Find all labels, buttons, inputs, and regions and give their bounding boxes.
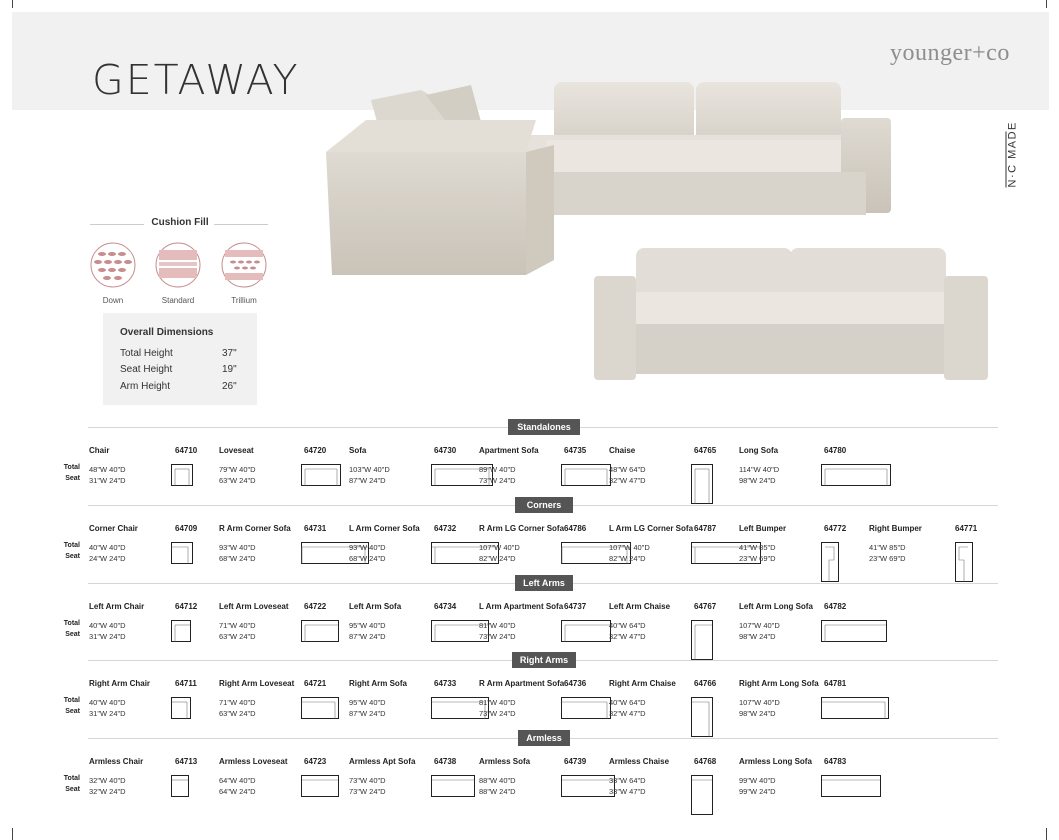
config-seat-dims: 68"W 24"D — [219, 554, 256, 563]
config-seat-dims: 32"W 47"D — [609, 709, 646, 718]
config-name-armless-sofa: Armless Sofa — [479, 757, 531, 766]
brand-logo: younger+co — [890, 40, 1010, 66]
config-name-left-arm-chaise: Left Arm Chaise — [609, 602, 671, 611]
config-total-dims: 71"W 40"D — [219, 621, 256, 630]
config-name-chaise: Chaise — [609, 446, 636, 455]
config-seat-dims: 87"W 24"D — [349, 632, 386, 641]
config-seat-dims: 87"W 24"D — [349, 476, 386, 485]
config-total-dims: 48"W 40"D — [89, 465, 126, 474]
config-code: 64731 — [304, 524, 327, 533]
config-seat-dims: 24"W 24"D — [89, 554, 126, 563]
config-diagram-left-arm-long-sofa — [821, 620, 887, 642]
nc-made-badge — [1004, 121, 1020, 188]
config-seat-dims: 64"W 24"D — [219, 787, 256, 796]
config-total-dims: 33"W 64"D — [609, 776, 646, 785]
overall-dimensions-title: Overall Dimensions — [120, 327, 214, 338]
config-seat-dims: 98"W 24"D — [739, 476, 776, 485]
config-name-armless-apt-sofa: Armless Apt Sofa — [349, 757, 416, 766]
config-total-dims: 41"W 85"D — [739, 543, 776, 552]
config-name-armless-loveseat: Armless Loveseat — [219, 757, 288, 766]
total-row-label: Total — [63, 697, 80, 704]
fill-label-trillium: Trillium — [231, 296, 257, 305]
config-seat-dims: 31"W 24"D — [89, 632, 126, 641]
config-name-long-sofa: Long Sofa — [739, 446, 779, 455]
config-total-dims: 88"W 40"D — [479, 776, 516, 785]
seat-row-label: Seat — [65, 786, 80, 793]
config-name-r-arm-lg-corner-sofa: R Arm LG Corner Sofa — [479, 524, 565, 533]
config-code: 64772 — [824, 524, 847, 533]
config-name-right-bumper: Right Bumper — [869, 524, 922, 533]
config-code: 64766 — [694, 679, 717, 688]
config-code: 64730 — [434, 446, 457, 455]
config-total-dims: 93"W 40"D — [219, 543, 256, 552]
config-diagram-left-arm-loveseat — [301, 620, 339, 642]
dim-value: 37" — [222, 348, 237, 359]
config-seat-dims: 73"W 24"D — [479, 632, 516, 641]
config-code: 64737 — [564, 602, 587, 611]
crop-mark — [1046, 0, 1047, 8]
config-name-r-arm-apartment-sofa: R Arm Apartment Sofa — [479, 679, 565, 688]
config-seat-dims: 82"W 24"D — [609, 554, 646, 563]
config-code: 64720 — [304, 446, 327, 455]
config-seat-dims: 73"W 24"D — [479, 476, 516, 485]
config-code: 64765 — [694, 446, 717, 455]
config-name-corner-chair: Corner Chair — [89, 524, 138, 533]
config-name-armless-long-sofa: Armless Long Sofa — [739, 757, 812, 766]
config-total-dims: 89"W 40"D — [479, 465, 516, 474]
config-name-left-arm-loveseat: Left Arm Loveseat — [219, 602, 289, 611]
seat-row-label: Seat — [65, 631, 80, 638]
config-code: 64771 — [955, 524, 978, 533]
crop-mark — [12, 0, 13, 8]
config-seat-dims: 82"W 24"D — [479, 554, 516, 563]
section-header-corners: Corners — [515, 497, 573, 513]
config-total-dims: 107"W 40"D — [479, 543, 520, 552]
config-seat-dims: 32"W 24"D — [89, 787, 126, 796]
total-row-label: Total — [63, 775, 80, 782]
config-seat-dims: 68"W 24"D — [349, 554, 386, 563]
config-code: 64732 — [434, 524, 457, 533]
config-total-dims: 103"W 40"D — [349, 465, 390, 474]
dim-value: 19" — [222, 364, 237, 375]
section-header-standalones: Standalones — [508, 419, 580, 435]
config-name-l-arm-apartment-sofa: L Arm Apartment Sofa — [479, 602, 564, 611]
total-row-label: Total — [63, 464, 80, 471]
dim-label: Arm Height — [120, 381, 171, 392]
config-total-dims: 114"W 40"D — [739, 465, 780, 474]
config-name-left-arm-long-sofa: Left Arm Long Sofa — [739, 602, 813, 611]
section-header-right-arms: Right Arms — [512, 652, 576, 668]
config-code: 64712 — [175, 602, 198, 611]
config-seat-dims: 63"W 24"D — [219, 709, 256, 718]
config-seat-dims: 63"W 24"D — [219, 476, 256, 485]
section-header-armless: Armless — [518, 730, 570, 746]
config-diagram-loveseat — [301, 464, 341, 486]
config-name-armless-chair: Armless Chair — [89, 757, 144, 766]
config-total-dims: 95"W 40"D — [349, 621, 386, 630]
cushion-fill-title: Cushion Fill — [151, 217, 209, 228]
config-name-right-arm-sofa: Right Arm Sofa — [349, 679, 407, 688]
config-name-loveseat: Loveseat — [219, 446, 254, 455]
config-code: 64722 — [304, 602, 327, 611]
config-code: 64739 — [564, 757, 587, 766]
crop-mark — [12, 828, 13, 840]
config-diagram-right-arm-loveseat — [301, 697, 339, 719]
config-name-right-arm-long-sofa: Right Arm Long Sofa — [739, 679, 819, 688]
config-name-right-arm-chair: Right Arm Chair — [89, 679, 151, 688]
config-name-right-arm-loveseat: Right Arm Loveseat — [219, 679, 295, 688]
config-seat-dims: 23"W 69"D — [869, 554, 906, 563]
config-code: 64710 — [175, 446, 198, 455]
config-code: 64713 — [175, 757, 198, 766]
section-header-left-arms: Left Arms — [515, 575, 573, 591]
config-diagram-right-bumper — [955, 542, 973, 582]
nc-made-label: N·C MADE — [1006, 121, 1019, 188]
config-total-dims: 107"W 40"D — [609, 543, 650, 552]
config-diagram-l-arm-apartment-sofa — [561, 620, 611, 642]
config-seat-dims: 33"W 47"D — [609, 787, 646, 796]
config-total-dims: 81"W 40"D — [479, 621, 516, 630]
config-diagram-corner-chair — [171, 542, 193, 564]
fill-label-standard: Standard — [161, 296, 195, 305]
config-diagram-right-arm-chaise — [691, 697, 713, 737]
config-code: 64786 — [564, 524, 587, 533]
config-diagram-armless-chair — [171, 775, 189, 797]
config-name-chair: Chair — [89, 446, 110, 455]
config-code: 64733 — [434, 679, 457, 688]
config-code: 64767 — [694, 602, 717, 611]
seat-row-label: Seat — [65, 553, 80, 560]
dim-label: Total Height — [120, 348, 173, 359]
config-total-dims: 40"W 40"D — [89, 543, 126, 552]
config-code: 64721 — [304, 679, 327, 688]
config-total-dims: 71"W 40"D — [219, 698, 256, 707]
config-diagram-long-sofa — [821, 464, 891, 486]
config-total-dims: 48"W 64"D — [609, 465, 646, 474]
config-code: 64736 — [564, 679, 587, 688]
config-total-dims: 81"W 40"D — [479, 698, 516, 707]
config-seat-dims: 98"W 24"D — [739, 709, 776, 718]
fill-label-down: Down — [102, 296, 124, 305]
config-code: 64709 — [175, 524, 198, 533]
config-name-r-arm-corner-sofa: R Arm Corner Sofa — [219, 524, 291, 533]
crop-mark — [1046, 828, 1047, 840]
standard-fill-icon — [155, 242, 201, 288]
config-diagram-left-arm-chaise — [691, 620, 713, 660]
config-seat-dims: 32"W 47"D — [609, 476, 646, 485]
config-total-dims: 40"W 40"D — [89, 698, 126, 707]
config-diagram-chaise — [691, 464, 713, 504]
config-code: 64735 — [564, 446, 587, 455]
config-seat-dims: 31"W 24"D — [89, 476, 126, 485]
config-name-apartment-sofa: Apartment Sofa — [479, 446, 539, 455]
config-total-dims: 93"W 40"D — [349, 543, 386, 552]
config-seat-dims: 31"W 24"D — [89, 709, 126, 718]
seat-row-label: Seat — [65, 475, 80, 482]
config-name-left-arm-sofa: Left Arm Sofa — [349, 602, 402, 611]
config-name-right-arm-chaise: Right Arm Chaise — [609, 679, 676, 688]
config-diagram-r-arm-apartment-sofa — [561, 697, 611, 719]
config-seat-dims: 88"W 24"D — [479, 787, 516, 796]
total-row-label: Total — [63, 542, 80, 549]
config-seat-dims: 73"W 24"D — [349, 787, 386, 796]
config-diagram-right-arm-chair — [171, 697, 191, 719]
config-total-dims: 40"W 40"D — [89, 621, 126, 630]
config-diagram-left-arm-chair — [171, 620, 191, 642]
config-code: 64738 — [434, 757, 457, 766]
config-diagram-right-arm-long-sofa — [821, 697, 889, 719]
config-total-dims: 40"W 64"D — [609, 621, 646, 630]
config-name-l-arm-lg-corner-sofa: L Arm LG Corner Sofa — [609, 524, 694, 533]
config-total-dims: 99"W 40"D — [739, 776, 776, 785]
total-row-label: Total — [63, 620, 80, 627]
config-code: 64734 — [434, 602, 457, 611]
config-diagram-armless-apt-sofa — [431, 775, 475, 797]
config-code: 64783 — [824, 757, 847, 766]
config-diagram-armless-chaise — [691, 775, 713, 815]
trillium-fill-icon — [221, 242, 267, 288]
config-total-dims: 41"W 85"D — [869, 543, 906, 552]
dim-value: 26" — [222, 381, 237, 392]
config-seat-dims: 23"W 69"D — [739, 554, 776, 563]
config-code: 64781 — [824, 679, 847, 688]
config-diagram-armless-sofa — [561, 775, 615, 797]
config-seat-dims: 32"W 47"D — [609, 632, 646, 641]
config-code: 64782 — [824, 602, 847, 611]
config-code: 64723 — [304, 757, 327, 766]
config-total-dims: 40"W 64"D — [609, 698, 646, 707]
config-name-left-bumper: Left Bumper — [739, 524, 787, 533]
config-diagram-chair — [171, 464, 193, 486]
config-code: 64768 — [694, 757, 717, 766]
page-title: GETAWAY — [92, 56, 300, 104]
config-total-dims: 79"W 40"D — [219, 465, 256, 474]
config-code: 64787 — [694, 524, 717, 533]
down-fill-icon — [90, 242, 136, 288]
config-name-l-arm-corner-sofa: L Arm Corner Sofa — [349, 524, 420, 533]
config-diagram-armless-loveseat — [301, 775, 339, 797]
config-name-armless-chaise: Armless Chaise — [609, 757, 670, 766]
config-total-dims: 32"W 40"D — [89, 776, 126, 785]
config-diagram-left-bumper — [821, 542, 839, 582]
config-diagram-armless-long-sofa — [821, 775, 881, 797]
overall-dimensions-box — [103, 313, 257, 405]
dim-label: Seat Height — [120, 364, 173, 375]
config-total-dims: 95"W 40"D — [349, 698, 386, 707]
config-name-left-arm-chair: Left Arm Chair — [89, 602, 145, 611]
seat-row-label: Seat — [65, 708, 80, 715]
config-seat-dims: 87"W 24"D — [349, 709, 386, 718]
config-seat-dims: 73"W 24"D — [479, 709, 516, 718]
config-code: 64780 — [824, 446, 847, 455]
config-total-dims: 73"W 40"D — [349, 776, 386, 785]
config-total-dims: 107"W 40"D — [739, 621, 780, 630]
config-code: 64711 — [175, 679, 197, 688]
config-seat-dims: 63"W 24"D — [219, 632, 256, 641]
config-total-dims: 107"W 40"D — [739, 698, 780, 707]
config-diagram-apartment-sofa — [561, 464, 611, 486]
config-total-dims: 64"W 40"D — [219, 776, 256, 785]
config-name-sofa: Sofa — [349, 446, 367, 455]
sofa-image — [592, 246, 992, 382]
config-seat-dims: 98"W 24"D — [739, 632, 776, 641]
config-seat-dims: 99"W 24"D — [739, 787, 776, 796]
